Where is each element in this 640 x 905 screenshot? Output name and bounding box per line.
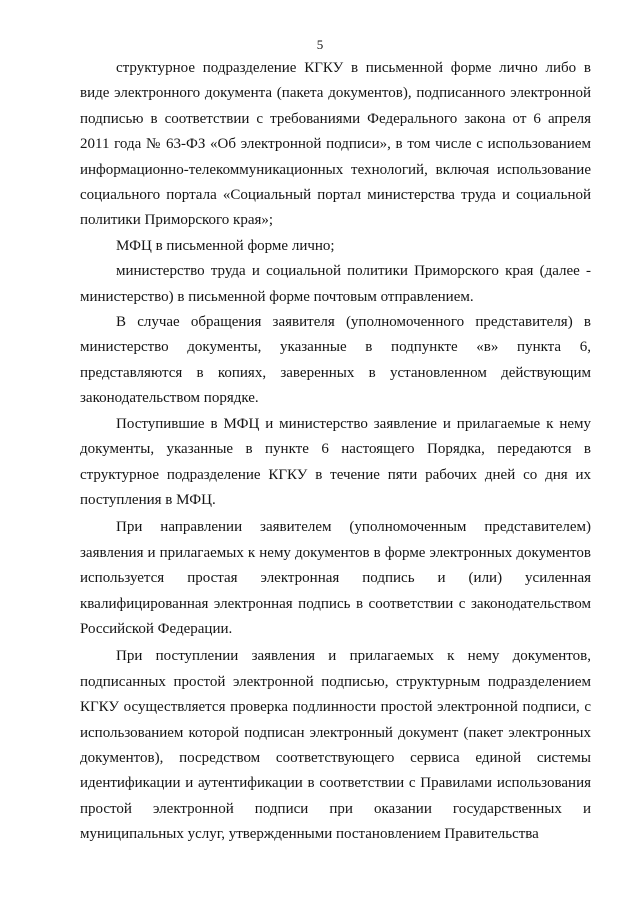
document-body <box>80 56 591 848</box>
paragraph-submission-kgku: структурное подразделение КГКУ в письменной форме лично либо в виде электронного документа (пакета документов), подписанного электронной подписью в соответствии с требованиями Федерального закона от 6 апреля 2011 года № 63-ФЗ «Об электронной подписи», в том числе с использованием информационно-телекоммуникационных технологий, включая использование социального портала «Социальный портал министерства труда и социальной политики Приморского края»; <box>80 60 591 229</box>
paragraph-transfer-to-kgku: Поступившие в МФЦ и министерство заявление и прилагаемые к нему документы, указанные в пункте 6 настоящего Порядка, передаются в структурное подразделение КГКУ в течение пяти рабочих дней со дня их поступления в МФЦ. <box>80 415 591 508</box>
paragraph-copies-certified: В случае обращения заявителя (уполномоченного представителя) в министерство документы, указанные в подпункте «в» пункта 6, представляются в копиях, заверенных в установленном действующим законодательством порядке. <box>80 314 591 407</box>
paragraph-submission-mfc: МФЦ в письменной форме лично; <box>116 237 335 254</box>
page-number: 5 <box>316 37 324 52</box>
paragraph-electronic-signature: При направлении заявителем (уполномоченным представителем) заявления и прилагаемых к нему документов в форме электронных документов используется простая электронная подпись и (или) усиленная квалифицированная электронная подпись в соответствии с законодательством Российской Федерации. <box>80 519 591 637</box>
paragraph-submission-ministry: министерство труда и социальной политики Приморского края (далее - министерство) в письменной форме почтовым отправлением. <box>80 263 591 305</box>
paragraph-signature-verification: При поступлении заявления и прилагаемых к нему документов, подписанных простой электронной подписью, структурным подразделением КГКУ осуществляется проверка подлинности простой электронной подписи, с использованием которой подписан электронный документ (пакет электронных документов), посредством соответствующего сервиса единой системы идентификации и аутентификации в соответствии с Правилами использования простой электронной подписи при оказании государственных и муниципальных услуг, утвержденными постановлением Правительства <box>80 648 591 843</box>
